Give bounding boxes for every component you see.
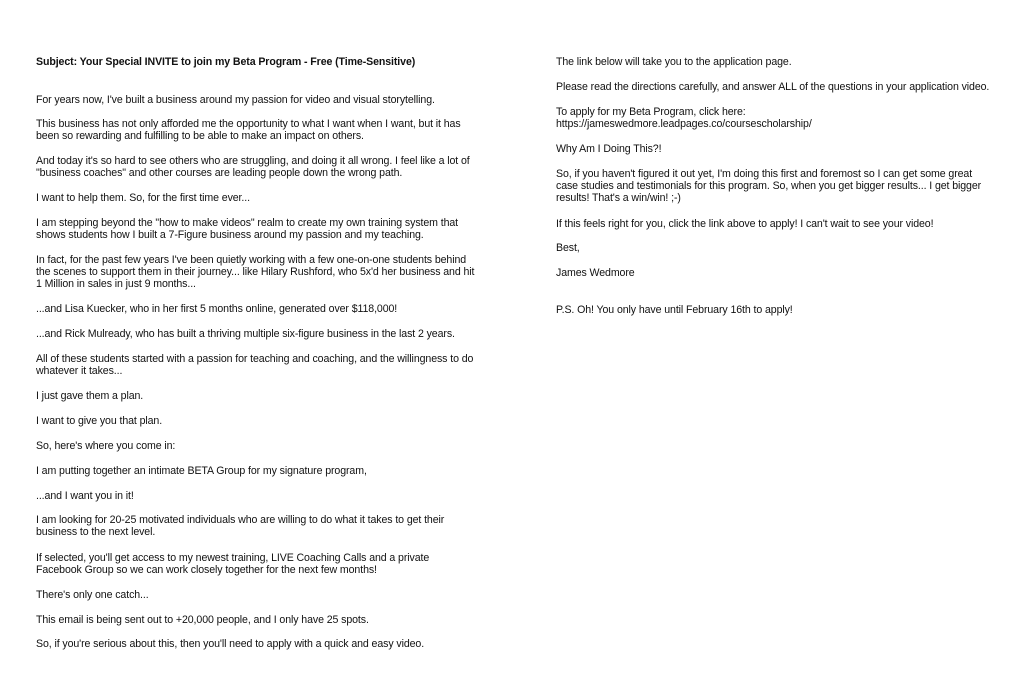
paragraph-line: There's only one catch... xyxy=(36,589,149,601)
paragraph-line: ...and I want you in it! xyxy=(36,490,134,502)
paragraph-line: 1 Million in sales in just 9 months... xyxy=(36,278,196,290)
paragraph-line: If this feels right for you, click the link above to apply! I can't wait to see your video! xyxy=(556,218,934,230)
paragraph-line: I want to give you that plan. xyxy=(36,415,163,427)
paragraph-line: whatever it takes... xyxy=(36,365,123,377)
paragraph-line: Please read the directions carefully, and answer ALL of the questions in your application video. xyxy=(556,81,990,93)
paragraph-line: ...and Rick Mulready, who has built a thriving multiple six-figure business in the last 2 years. xyxy=(36,328,455,340)
paragraph-line: been so rewarding and fulfilling to be able to make an impact on others. xyxy=(36,130,364,142)
paragraph-line: So, if you haven't figured it out yet, I'm doing this first and foremost so I can get some great xyxy=(556,168,973,180)
paragraph-line: I am stepping beyond the "how to make videos" realm to create my own training system that xyxy=(36,217,458,229)
paragraph-line: All of these students started with a passion for teaching and coaching, and the willingness to do xyxy=(36,353,474,365)
paragraph-line: I am putting together an intimate BETA Group for my signature program, xyxy=(36,465,367,477)
application-link[interactable]: https://jameswedmore.leadpages.co/coursescholarship/ xyxy=(556,118,812,130)
paragraph-line: If selected, you'll get access to my newest training, LIVE Coaching Calls and a private xyxy=(36,552,430,564)
paragraph-line: case studies and testimonials for this program. So, when you get bigger results... I get bigger xyxy=(556,180,982,192)
paragraph-line: I just gave them a plan. xyxy=(36,390,144,402)
paragraph-line: And today it's so hard to see others who are struggling, and doing it all wrong. I feel like a lot of xyxy=(36,155,470,167)
sign-off: Best, xyxy=(556,242,580,254)
sender-name: James Wedmore xyxy=(556,267,635,279)
paragraph-line: business to the next level. xyxy=(36,526,156,538)
paragraph-line: I want to help them. So, for the first time ever... xyxy=(36,192,250,204)
paragraph-line: This business has not only afforded me the opportunity to what I want when I want, but it has xyxy=(36,118,461,130)
paragraph-line: results! That's a win/win! ;-) xyxy=(556,192,681,204)
paragraph-line: To apply for my Beta Program, click here: xyxy=(556,106,746,118)
paragraph-line: Facebook Group so we can work closely together for the next few months! xyxy=(36,564,377,576)
paragraph-line: In fact, for the past few years I've been quietly working with a few one-on-one students behind xyxy=(36,254,467,266)
paragraph-line: Why Am I Doing This?! xyxy=(556,143,662,155)
paragraph-line: I am looking for 20-25 motivated individuals who are willing to do what it takes to get their xyxy=(36,514,445,526)
email-subject: Subject: Your Special INVITE to join my Beta Program - Free (Time-Sensitive) xyxy=(36,56,416,68)
paragraph-line: So, here's where you come in: xyxy=(36,440,176,452)
paragraph-line: This email is being sent out to +20,000 people, and I only have 25 spots. xyxy=(36,614,369,626)
paragraph-line: The link below will take you to the application page. xyxy=(556,56,792,68)
paragraph-line: the scenes to support them in their journey... like Hilary Rushford, who 5x'd her business and hit xyxy=(36,266,475,278)
postscript: P.S. Oh! You only have until February 16th to apply! xyxy=(556,304,793,316)
paragraph-line: "business coaches" and other courses are leading people down the wrong path. xyxy=(36,167,403,179)
paragraph-line: For years now, I've built a business around my passion for video and visual storytelling. xyxy=(36,94,435,106)
paragraph-line: So, if you're serious about this, then you'll need to apply with a quick and easy video. xyxy=(36,638,425,650)
paragraph-line: ...and Lisa Kuecker, who in her first 5 months online, generated over $118,000! xyxy=(36,303,398,315)
paragraph-line: shows students how I built a 7-Figure business around my passion and my teaching. xyxy=(36,229,424,241)
